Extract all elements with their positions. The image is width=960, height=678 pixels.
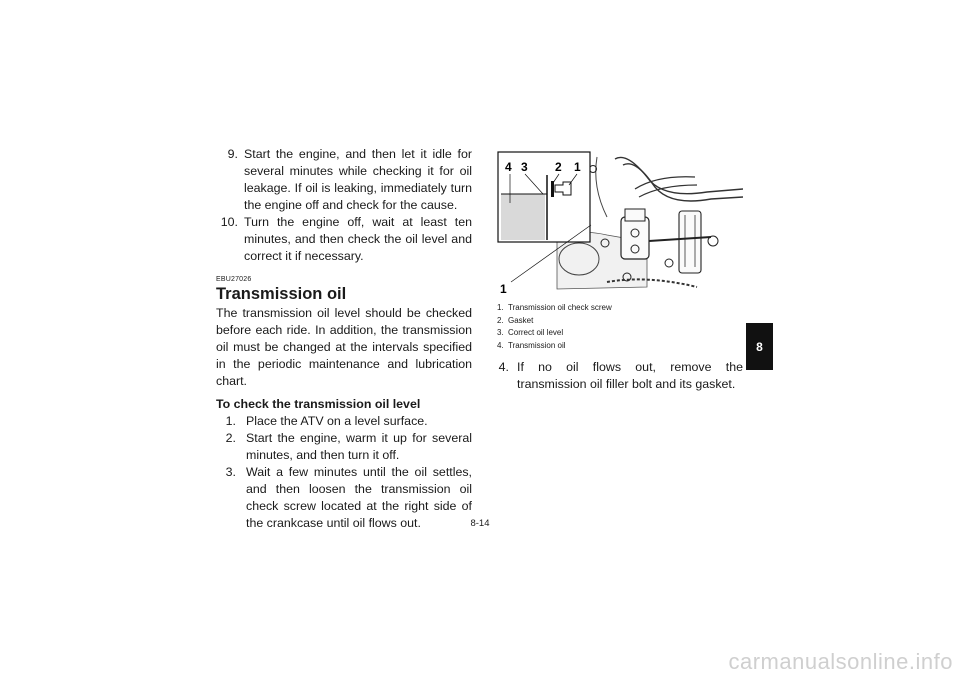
step-text: If no oil flows out, remove the transmission oil filler bolt and its gasket. [517, 360, 743, 391]
section-code: EBU27026 [216, 276, 252, 283]
legend-number: 2. [497, 315, 504, 325]
step-9 [216, 146, 472, 214]
step-number: 2. [225, 431, 236, 445]
bolt-head [665, 259, 673, 267]
step-text: Start the engine, and then let it idle for several minutes while checking it for oil leakage. If oil is leaking, immediately turn the engine off and check for the cause. [244, 147, 472, 212]
frame-tube [635, 177, 695, 189]
engine-illustration [497, 147, 743, 298]
legend-number: 4. [497, 340, 504, 350]
transmission-oil-figure [497, 147, 743, 298]
step-number: 9. [227, 147, 238, 161]
step-1 [216, 413, 472, 430]
frame-tube [596, 157, 607, 217]
legend-item [497, 327, 743, 340]
watermark: carmanualsonline.info [728, 649, 953, 674]
step-text: Start the engine, warm it up for several minutes, and then turn it off. [246, 431, 472, 462]
legend-item [497, 302, 743, 315]
step-text: Turn the engine off, wait at least ten minutes, and then check the oil level and correct it if necessary. [244, 215, 472, 263]
procedure-list [216, 413, 472, 532]
legend-item [497, 315, 743, 328]
gasket-shape [551, 181, 554, 197]
subheading: To check the transmission oil level [216, 397, 421, 411]
section-title: Transmission oil [216, 285, 347, 303]
step-2 [216, 430, 472, 464]
step-number: 1. [225, 414, 236, 428]
legend-number: 3. [497, 328, 504, 337]
chapter-tab: 8 [746, 323, 773, 370]
page-number: 8-14 [470, 518, 490, 529]
legend-item [497, 340, 743, 353]
caliper-top [625, 209, 645, 221]
legend-text: Transmission oil check screw [508, 303, 612, 312]
intro-paragraph: The transmission oil level should be checked before each ride. In addition, the transmission oil must be changed at the intervals specified in the periodic maintenance and lubrication chart. [216, 306, 472, 388]
legend-text: Gasket [508, 315, 534, 325]
callout-3: 3 [521, 160, 528, 174]
frame-tube [615, 157, 743, 193]
step-text: Place the ATV on a level surface. [246, 414, 428, 428]
legend-text: Transmission oil [508, 340, 566, 350]
figure-legend [497, 302, 743, 352]
step-3 [216, 464, 472, 532]
transmission-oil-level [501, 194, 545, 240]
main-callout-1: 1 [500, 282, 507, 296]
step-number: 4. [498, 360, 509, 374]
legend-text: Correct oil level [508, 328, 564, 337]
callout-2: 2 [555, 160, 562, 174]
callout-1: 1 [574, 160, 581, 174]
step-text: Wait a few minutes until the oil settles, and then loosen the transmission oil check screw located at the right side of the crankcase until oil flows out. [246, 465, 472, 530]
step-10 [216, 214, 472, 265]
rod-end [708, 236, 718, 246]
right-column [497, 147, 743, 393]
step-4 [497, 359, 743, 393]
bracket [679, 211, 701, 273]
step-number: 3. [225, 465, 236, 479]
callout-4: 4 [505, 160, 512, 174]
step-number: 10. [220, 215, 238, 229]
legend-number: 1. [497, 303, 504, 312]
left-column [216, 146, 472, 532]
